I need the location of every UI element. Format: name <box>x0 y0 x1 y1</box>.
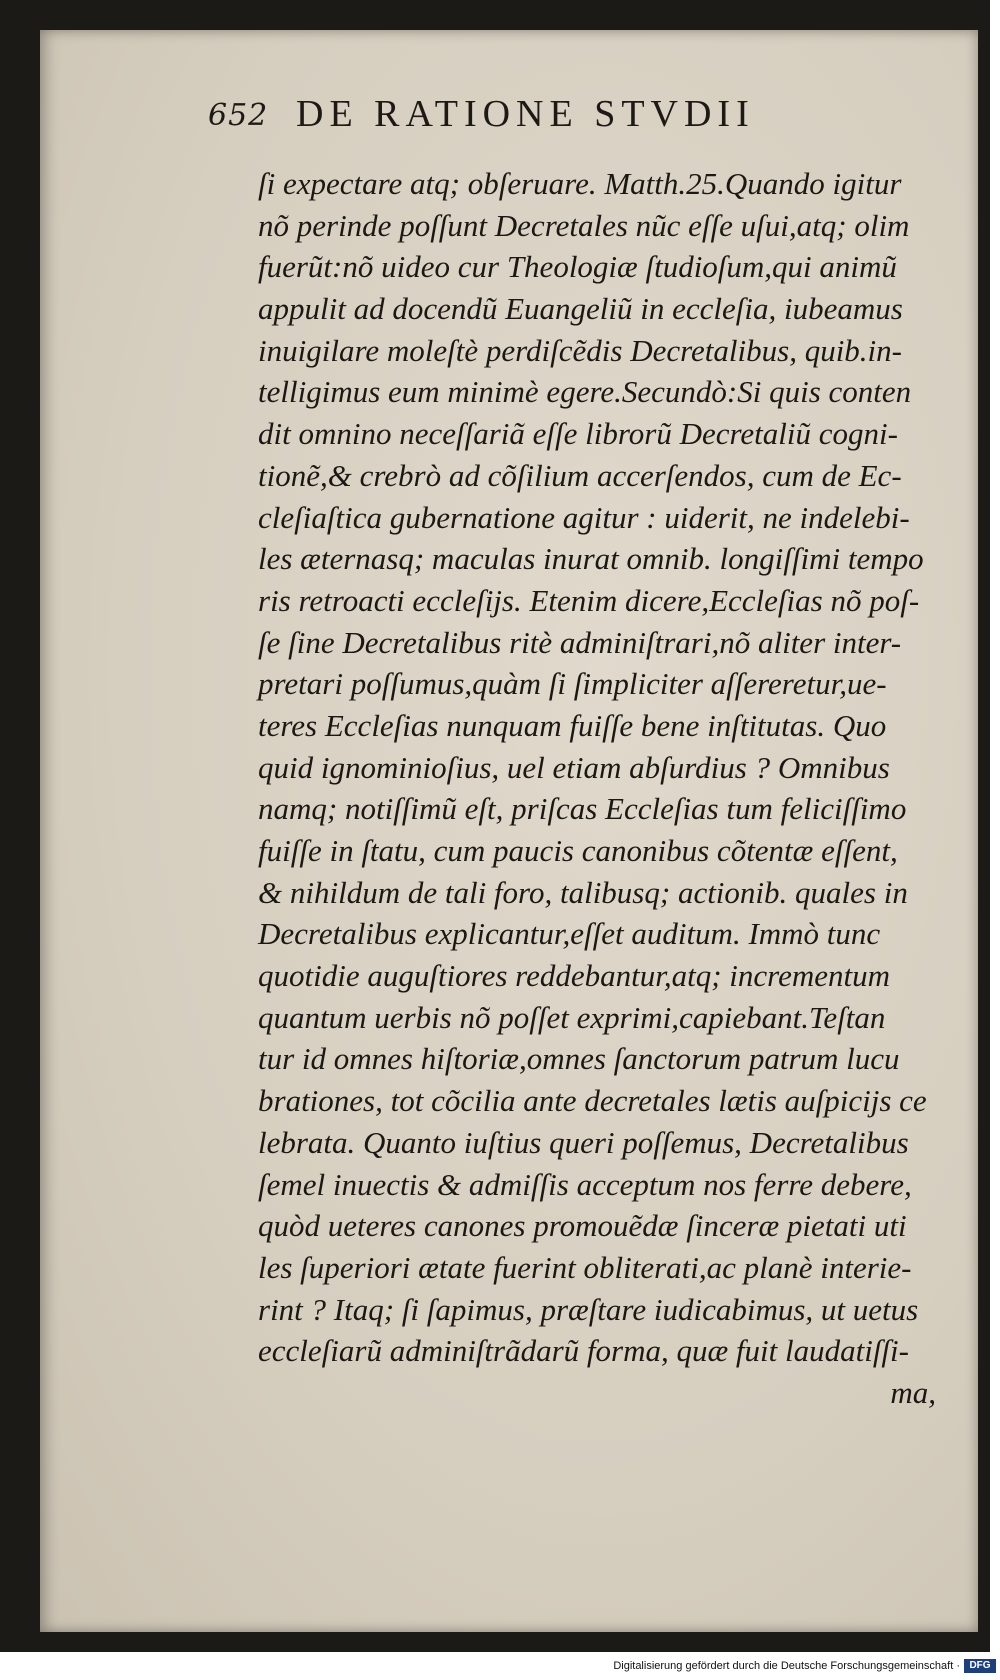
catchword: ma, <box>890 1374 936 1410</box>
text-line: les ſuperiori ætate fuerint obliterati,ac planè interie- <box>258 1249 912 1285</box>
text-line: pretari poſſumus,quàm ſi ſimpliciter aſſereretur,ue- <box>258 666 887 702</box>
text-line: ſe ſine Decretalibus ritè adminiſtrari,nõ aliter inter- <box>258 624 902 660</box>
text-line: telligimus eum minimè egere.Secundò:Si quis conten <box>258 374 912 410</box>
text-line: namq; notiſſimũ eſt, priſcas Eccleſias tum feliciſſimo <box>258 791 907 827</box>
text-line: Decretalibus explicantur,eſſet auditum. Immò tunc <box>258 916 881 952</box>
funding-credit: Digitalisierung gefördert durch die Deutsche Forschungsgemeinschaft · <box>613 1660 960 1672</box>
text-line: les æternasq; maculas inurat omnib. longiſſimi tempo <box>258 541 924 577</box>
text-line: quòd ueteres canones promouẽdæ ſinceræ pietati uti <box>258 1208 907 1244</box>
text-line: quid ignominioſius, uel etiam abſurdius ? Omnibus <box>258 749 890 785</box>
text-line: ſemel inuectis & admiſſis acceptum nos ferre debere, <box>258 1166 912 1202</box>
text-line: cleſiaſtica gubernatione agitur : uiderit, ne indelebi- <box>258 499 910 535</box>
text-line: ris retroacti eccleſijs. Etenim dicere,Eccleſias nõ poſ- <box>258 582 920 618</box>
text-line: & nihildum de tali foro, talibusq; actionib. quales in <box>258 874 908 910</box>
page-number: 652 <box>208 98 269 133</box>
text-line: dit omnino neceſſariã eſſe librorũ Decretaliũ cogni- <box>258 416 898 452</box>
text-line: ſi expectare atq; obſeruare. Matth.25.Quando igitur <box>258 166 902 201</box>
text-line: quotidie auguſtiores reddebantur,atq; incrementum <box>258 958 890 994</box>
text-line: quantum uerbis nõ poſſet exprimi,capiebant.Teſtan <box>258 999 886 1035</box>
text-line: inuigilare moleſtè perdiſcẽdis Decretalibus, quib.in- <box>258 332 902 368</box>
body-text <box>258 163 956 1414</box>
text-line: eccleſiarũ adminiſtrãdarũ forma, quæ fuit laudatiſſi- <box>258 1333 909 1369</box>
text-line: tionẽ,& crebrò ad cõſilium accerſendos, cum de Ec- <box>258 457 902 493</box>
page-header <box>208 92 908 152</box>
text-line: rint ? Itaq; ſi ſapimus, præſtare iudicabimus, ut uetus <box>258 1291 919 1327</box>
dfg-logo: DFG <box>964 1659 996 1673</box>
text-line: nõ perinde poſſunt Decretales nũc eſſe uſui,atq; olim <box>258 207 910 243</box>
text-line: teres Eccleſias nunquam fuiſſe bene inſtitutas. Quo <box>258 707 887 743</box>
text-line: appulit ad docendũ Euangeliũ in eccleſia, iubeamus <box>258 291 903 327</box>
footer-bar <box>0 1652 1000 1680</box>
text-line: fuerũt:nõ uideo cur Theologiæ ſtudioſum,qui animũ <box>258 249 897 285</box>
text-line: fuiſſe in ſtatu, cum paucis canonibus cõtentæ eſſent, <box>258 833 898 868</box>
text-line: brationes, tot cõcilia ante decretales lætis auſpicijs ce <box>258 1083 927 1119</box>
running-title: DE RATIONE STVDII <box>296 93 755 135</box>
text-line: tur id omnes hiſtoriæ,omnes ſanctorum patrum lucu <box>258 1041 900 1077</box>
text-line: lebrata. Quanto iuſtius queri poſſemus, Decretalibus <box>258 1124 909 1160</box>
